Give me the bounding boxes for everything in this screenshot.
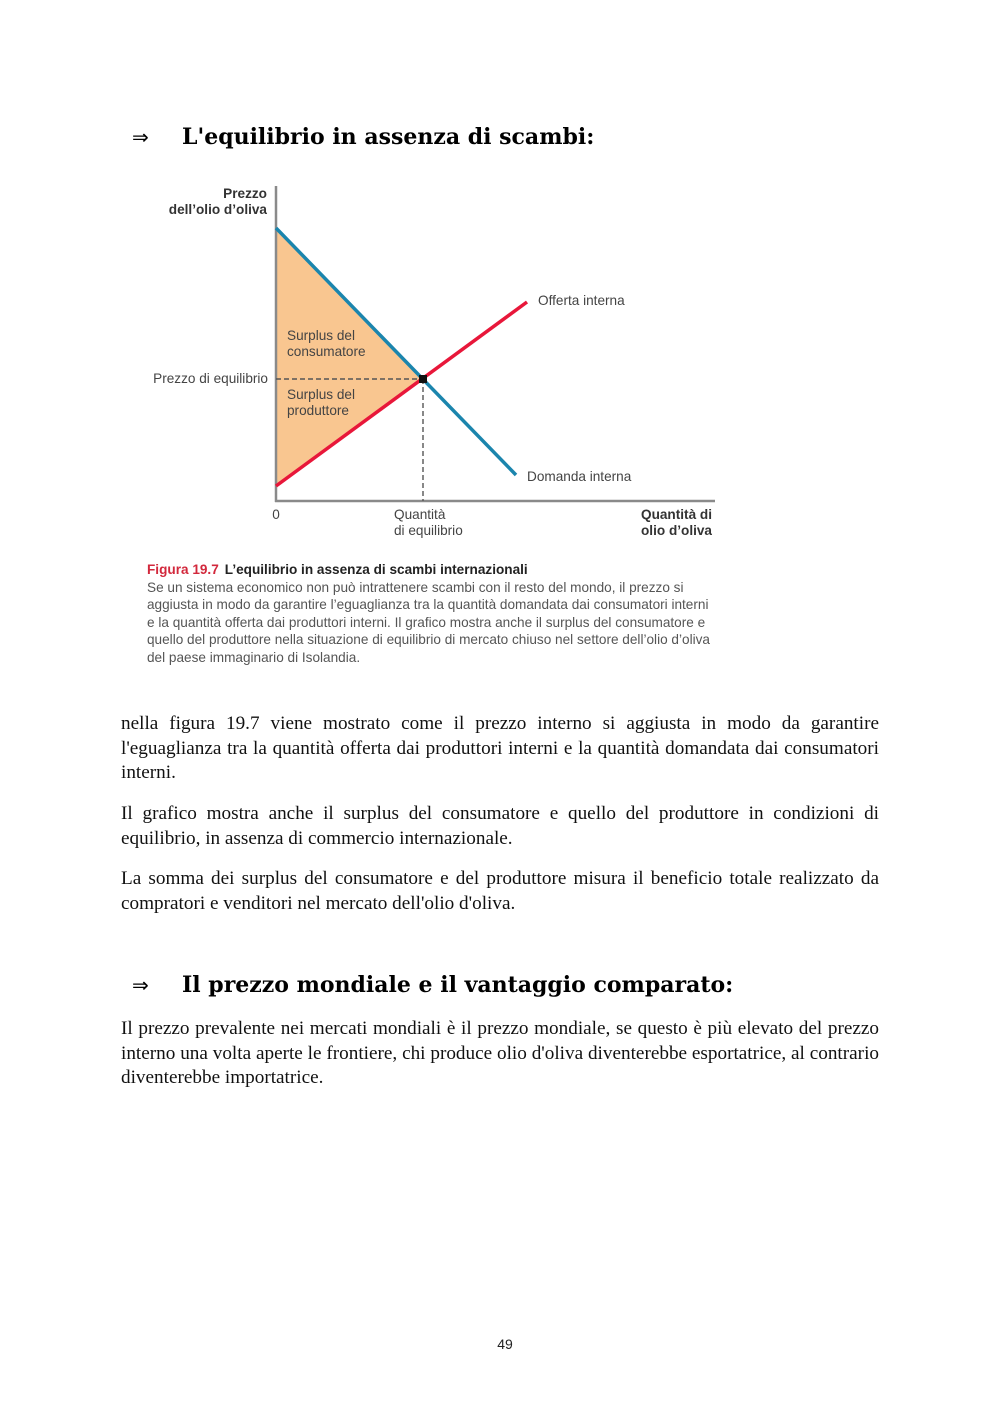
section-title: Il prezzo mondiale e il vantaggio comparato: — [182, 972, 734, 998]
body-paragraph: nella figura 19.7 viene mostrato come il prezzo interno si aggiusta in modo da garantire l'eguaglianza tra la quantità offerta dai produttori interni e la quantità domandata dai consumatori interni. — [121, 713, 879, 783]
y-axis-label: dell’olio d’oliva — [168, 202, 267, 217]
page-number: 49 — [497, 1336, 513, 1352]
consumer-surplus-label: Surplus del — [287, 328, 356, 343]
x-axis-label: olio d’oliva — [641, 523, 712, 538]
equilibrium-price-label: Prezzo di equilibrio — [153, 371, 268, 386]
producer-surplus-label: Surplus del — [287, 387, 356, 402]
body-paragraph: La somma dei surplus del consumatore e del produttore misura il beneficio totale realizzato da compratori e venditori nel mercato dell'olio d'oliva. — [121, 868, 879, 914]
equilibrium-quantity-label: Quantità — [394, 507, 446, 522]
section-heading-world-price — [132, 972, 733, 998]
figure-caption — [147, 561, 717, 667]
section-title: L'equilibrio in assenza di scambi: — [182, 124, 595, 150]
y-axis-label: Prezzo — [223, 186, 267, 201]
figure-19-7 — [140, 180, 740, 570]
caption-text: Se un sistema economico non può intrattenere scambi con il resto del mondo, il prezzo si aggiusta in modo da garantire l’eguaglianza tra la quantità domandata dai consumatori interni e la quantità offerta dai produttori interni. Il grafico mostra anche il surplus del consumatore e quello del produttore nella situazione di equilibrio di mercato chiuso nel settore dell’olio d’oliva del paese immaginario di Isolandia. — [147, 579, 710, 665]
implies-arrow-icon: ⇒ — [132, 125, 149, 149]
supply-demand-diagram — [140, 180, 740, 570]
body-paragraph: Il grafico mostra anche il surplus del consumatore e quello del produttore in condizioni di equilibrio, in assenza di commercio internazionale. — [121, 803, 879, 849]
section-heading-equilibrium — [132, 124, 594, 150]
demand-label: Domanda interna — [527, 469, 632, 484]
equilibrium-quantity-label: di equilibrio — [394, 523, 463, 538]
supply-label: Offerta interna — [538, 293, 625, 308]
consumer-surplus-label: consumatore — [287, 344, 366, 359]
origin-label: 0 — [272, 507, 280, 522]
body-paragraph: Il prezzo prevalente nei mercati mondiali è il prezzo mondiale, se questo è più elevato del prezzo interno una volta aperte le frontiere, chi produce olio d'oliva diventerebbe esportatrice, al contrario diventerebbe importatrice. — [121, 1018, 879, 1088]
producer-surplus-label: produttore — [287, 403, 349, 418]
caption-title: L’equilibrio in assenza di scambi internazionali — [224, 562, 528, 577]
x-axis-label: Quantità di — [641, 507, 712, 522]
equilibrium-point — [419, 375, 427, 383]
figure-number: Figura 19.7 — [147, 562, 219, 577]
implies-arrow-icon: ⇒ — [132, 973, 149, 997]
